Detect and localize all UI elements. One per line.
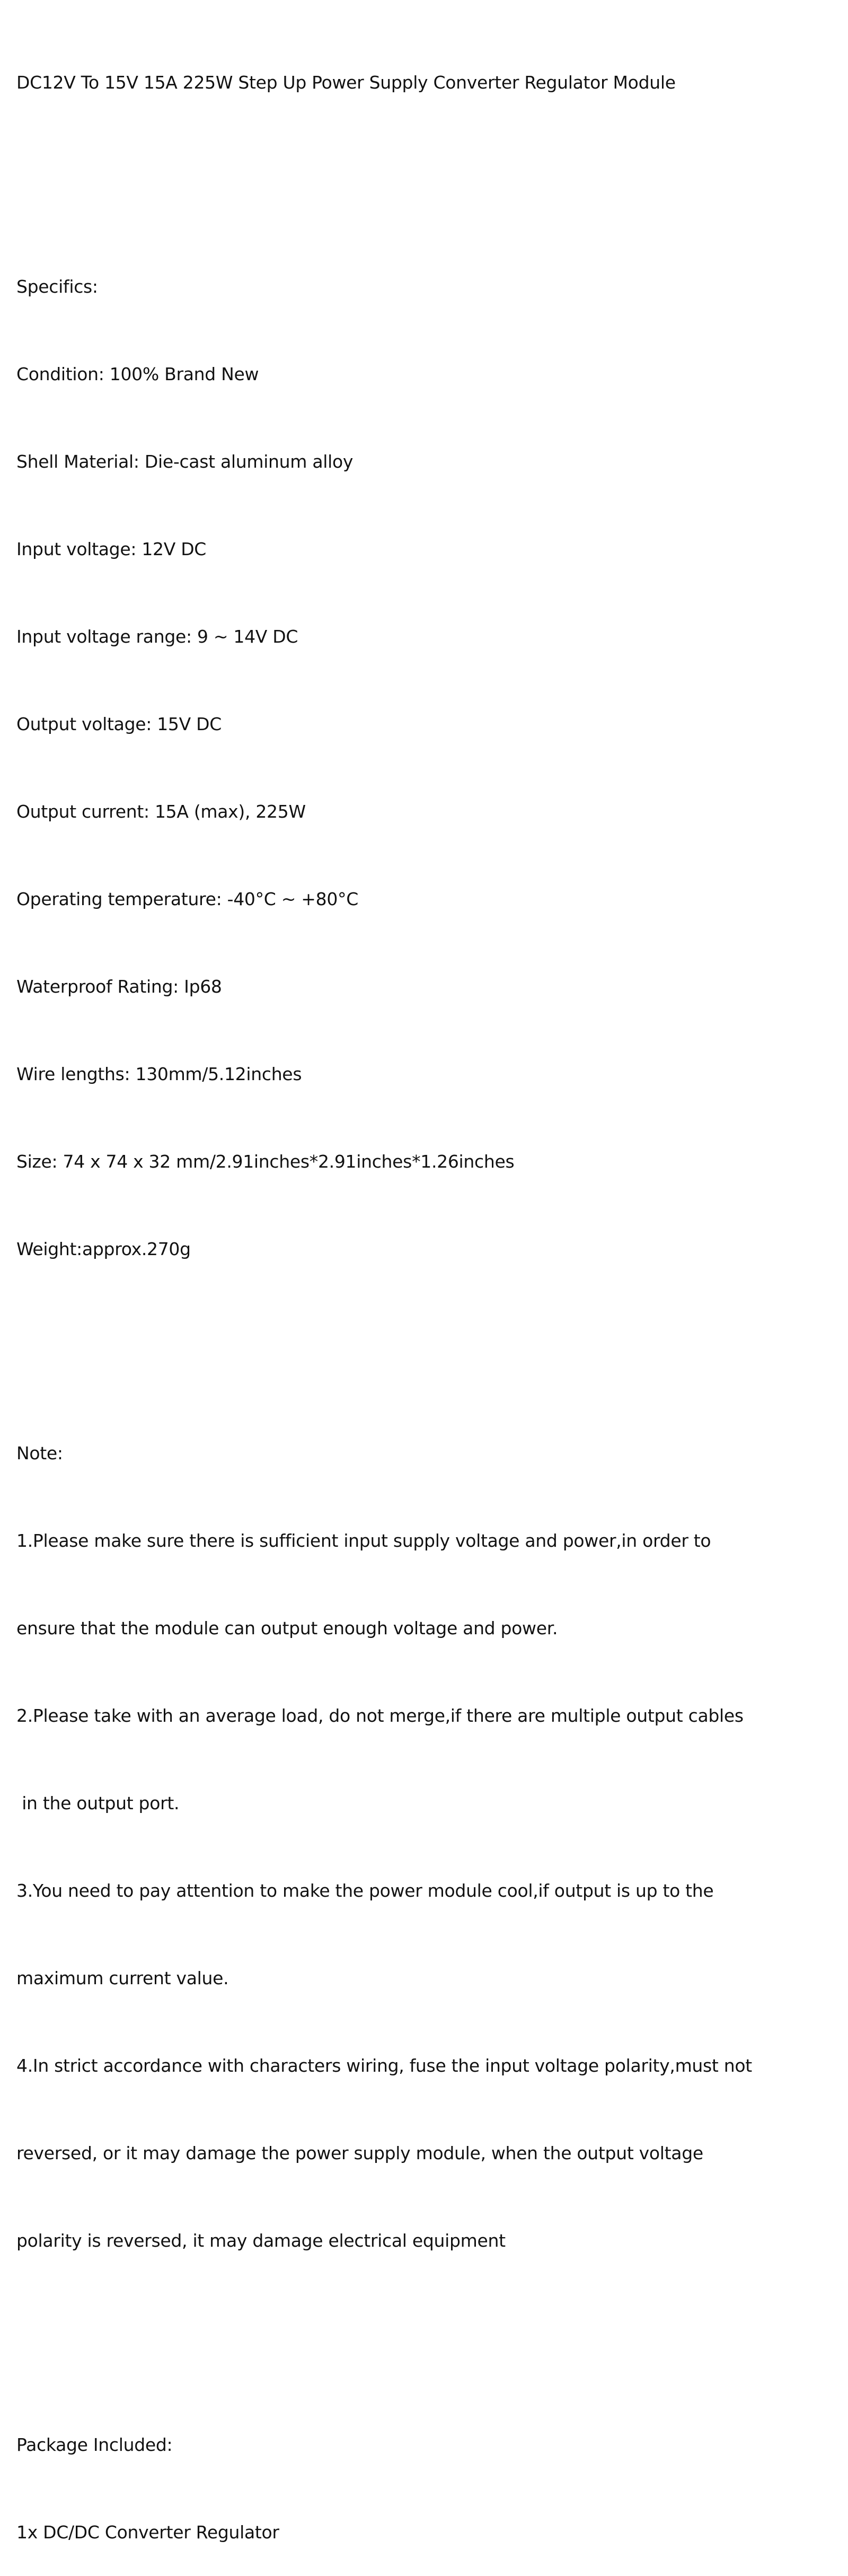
note-line: 4.In strict accordance with characters wiring, fuse the input voltage polarity,must not (16, 2055, 752, 2076)
note-line: ensure that the module can output enough voltage and power. (16, 1618, 558, 1639)
spacer (16, 2314, 843, 2343)
spec-input-voltage: Input voltage: 12V DC (16, 539, 207, 559)
spec-output-voltage: Output voltage: 15V DC (16, 714, 222, 734)
product-description (16, 10, 843, 2576)
package-heading: Package Included: (16, 2434, 173, 2455)
spec-weight: Weight:approx.270g (16, 1239, 191, 1259)
note-line: reversed, or it may damage the power supply module, when the output voltage (16, 2143, 703, 2163)
note-line: polarity is reversed, it may damage electrical equipment (16, 2230, 506, 2251)
note-line: 2.Please take with an average load, do not merge,if there are multiple output cables (16, 1705, 744, 1726)
note-line: 3.You need to pay attention to make the power module cool,if output is up to the (16, 1880, 714, 1901)
spec-operating-temperature: Operating temperature: -40°C ~ +80°C (16, 889, 358, 909)
package-item: 1x DC/DC Converter Regulator (16, 2522, 279, 2543)
spec-condition: Condition: 100% Brand New (16, 364, 259, 384)
spec-output-current: Output current: 15A (max), 225W (16, 801, 306, 822)
spec-wire-lengths: Wire lengths: 130mm/5.12inches (16, 1064, 302, 1084)
note-line: 1.Please make sure there is sufficient input supply voltage and power,in order to (16, 1530, 711, 1551)
spec-size: Size: 74 x 74 x 32 mm/2.91inches*2.91inches*1.26inches (16, 1151, 515, 1172)
spec-shell-material: Shell Material: Die-cast aluminum alloy (16, 451, 354, 472)
specifics-heading: Specifics: (16, 276, 98, 297)
document-title: DC12V To 15V 15A 225W Step Up Power Supply Converter Regulator Module (16, 72, 676, 93)
note-line: maximum current value. (16, 1968, 229, 1988)
note-line: in the output port. (16, 1793, 180, 1813)
spec-input-voltage-range: Input voltage range: 9 ~ 14V DC (16, 626, 298, 647)
spacer (16, 155, 843, 185)
note-heading: Note: (16, 1443, 63, 1464)
spacer (16, 1322, 843, 1351)
spec-waterproof-rating: Waterproof Rating: Ip68 (16, 976, 222, 997)
